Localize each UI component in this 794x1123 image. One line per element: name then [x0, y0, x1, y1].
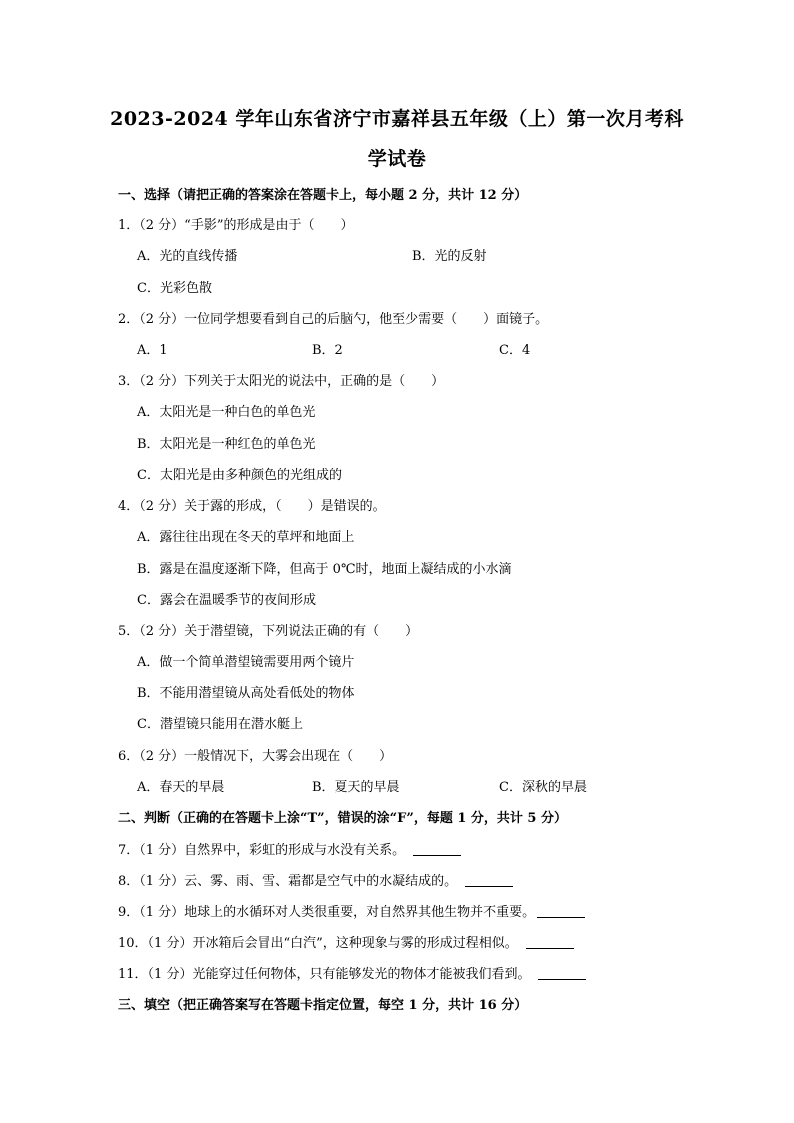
q11-stem: 11．（1 分）光能穿过任何物体，只有能够发光的物体才能被我们看到。	[118, 967, 531, 982]
q2-option-c: C．4	[499, 343, 531, 358]
section3-heading: 三、填空（把正确答案写在答题卡指定位置，每空 1 分，共计 16 分）	[118, 998, 528, 1013]
q6-option-a: A．春天的早晨	[137, 780, 225, 795]
q3-option-c: C．太阳光是由多种颜色的光组成的	[137, 468, 342, 483]
q7-stem: 7．（1 分）自然界中，彩虹的形成与水没有关系。	[118, 843, 406, 858]
q11-answer-blank	[538, 967, 586, 980]
q1-option-a: A．光的直线传播	[137, 249, 238, 264]
q5-option-b: B．不能用潜望镜从高处看低处的物体	[137, 686, 355, 701]
q4-stem: 4．（2 分）关于露的形成，（ ）是错误的。	[118, 499, 386, 514]
q9-stem: 9．（1 分）地球上的水循环对人类很重要，对自然界其他生物并不重要。	[118, 905, 536, 920]
q5-option-c: C．潜望镜只能用在潜水艇上	[137, 717, 303, 732]
q7-answer-blank	[413, 843, 461, 856]
q5-option-a: A．做一个简单潜望镜需要用两个镜片	[137, 655, 355, 670]
q2-option-b: B．2	[312, 343, 343, 358]
q5-stem: 5．（2 分）关于潜望镜，下列说法正确的有（ ）	[118, 624, 419, 639]
q8-row	[118, 874, 513, 890]
q3-option-a: A．太阳光是一种白色的单色光	[137, 405, 316, 420]
q8-stem: 8．（1 分）云、雾、雨、雪、霜都是空气中的水凝结成的。	[118, 874, 458, 889]
q4-option-a: A．露往往出现在冬天的草坪和地面上	[137, 530, 355, 545]
q7-row	[118, 843, 461, 859]
q10-stem: 10．（1 分）开冰箱后会冒出“白汽”，这种现象与雾的形成过程相似。	[118, 936, 518, 951]
q3-option-b: B．太阳光是一种红色的单色光	[137, 437, 316, 452]
exam-title-line2: 学试卷	[367, 148, 427, 170]
exam-title-line1: 2023-2024 学年山东省济宁市嘉祥县五年级（上）第一次月考科	[110, 108, 684, 130]
q10-answer-blank	[526, 936, 574, 949]
q9-row	[118, 905, 585, 921]
q11-row	[118, 967, 586, 983]
q2-stem: 2．（2 分）一位同学想要看到自己的后脑勺，他至少需要（ ）面镜子。	[118, 312, 549, 327]
section2-heading: 二、判断（正确的在答题卡上涂“T”，错误的涂“F”，每题 1 分，共计 5 分）	[118, 811, 568, 826]
q1-option-b: B．光的反射	[412, 249, 487, 264]
q6-option-c: C．深秋的早晨	[499, 780, 587, 795]
q3-stem: 3．（2 分）下列关于太阳光的说法中，正确的是（ ）	[118, 374, 445, 389]
q4-option-c: C．露会在温暖季节的夜间形成	[137, 593, 316, 608]
q6-option-b: B．夏天的早晨	[312, 780, 400, 795]
section1-heading: 一、选择（请把正确的答案涂在答题卡上，每小题 2 分，共计 12 分）	[118, 188, 528, 203]
q2-option-a: A．1	[137, 343, 168, 358]
q9-answer-blank	[537, 905, 585, 918]
q1-option-c: C．光彩色散	[137, 281, 212, 296]
q4-option-b: B．露是在温度逐渐下降，但高于 0℃时，地面上凝结成的小水滴	[137, 562, 512, 577]
q10-row	[118, 936, 574, 952]
q8-answer-blank	[465, 874, 513, 887]
q6-stem: 6．（2 分）一般情况下，大雾会出现在（ ）	[118, 749, 393, 764]
q1-stem: 1．（2 分）“手影”的形成是由于（ ）	[118, 218, 354, 233]
